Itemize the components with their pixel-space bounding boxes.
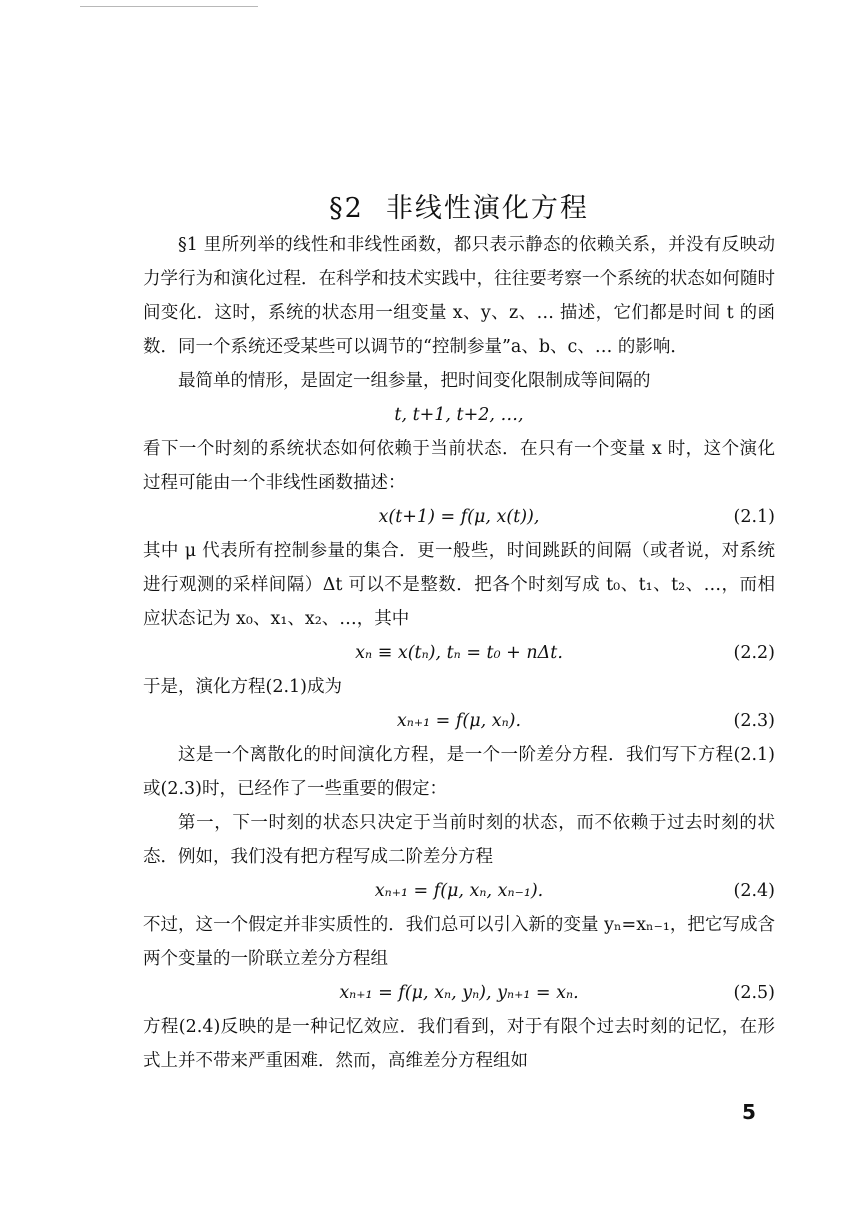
time-sequence xyxy=(143,398,775,432)
section-mark: §2 xyxy=(329,193,364,225)
section-title xyxy=(143,186,775,225)
top-rule xyxy=(80,6,258,7)
equation-expression: t, t+1, t+2, …, xyxy=(394,405,524,425)
equation-2-5 xyxy=(143,976,775,1010)
equation-number: (2.2) xyxy=(733,643,775,663)
equation-expression: xₙ₊₁ = f(μ, xₙ, yₙ), yₙ₊₁ = xₙ. xyxy=(339,983,579,1003)
paragraph: 其中 μ 代表所有控制参量的集合．更一般些，时间跳跃的间隔（或者说，对系统进行观测的采样间隔）Δt 可以不是整数．把各个时刻写成 t₀、t₁、t₂、…，而相应状态记为 x₀、x₁、x₂、…，其中 xyxy=(143,541,775,629)
paragraph: 看下一个时刻的系统状态如何依赖于当前状态．在只有一个变量 x 时，这个演化过程可能由一个非线性函数描述： xyxy=(143,439,775,493)
paragraph: 第一，下一时刻的状态只决定于当前时刻的状态，而不依赖于过去时刻的状态．例如，我们没有把方程写成二阶差分方程 xyxy=(143,813,775,867)
page-number: 5 xyxy=(742,1100,756,1124)
paragraph: 于是，演化方程(2.1)成为 xyxy=(143,677,342,697)
paragraph: 最简单的情形，是固定一组参量，把时间变化限制成等间隔的 xyxy=(178,371,651,391)
equation-expression: x(t+1) = f(μ, x(t)), xyxy=(378,507,540,527)
equation-2-4 xyxy=(143,874,775,908)
equation-2-3 xyxy=(143,704,775,738)
equation-expression: xₙ₊₁ = f(μ, xₙ, xₙ₋₁). xyxy=(374,881,544,901)
equation-expression: xₙ ≡ x(tₙ), tₙ = t₀ + nΔt. xyxy=(355,643,563,663)
equation-2-2 xyxy=(143,636,775,670)
equation-number: (2.3) xyxy=(733,711,775,731)
body-text xyxy=(143,228,775,1078)
paragraph: 方程(2.4)反映的是一种记忆效应．我们看到，对于有限个过去时刻的记忆，在形式上并不带来严重困难．然而，高维差分方程组如 xyxy=(143,1017,775,1071)
paragraph: 这是一个离散化的时间演化方程，是一个一阶差分方程．我们写下方程(2.1)或(2.3)时，已经作了一些重要的假定： xyxy=(143,745,775,799)
equation-number: (2.5) xyxy=(733,983,775,1003)
paragraph: 不过，这一个假定并非实质性的．我们总可以引入新的变量 yₙ=xₙ₋₁，把它写成含两个变量的一阶联立差分方程组 xyxy=(143,915,775,969)
equation-expression: xₙ₊₁ = f(μ, xₙ). xyxy=(396,711,522,731)
section-title-text: 非线性演化方程 xyxy=(385,193,589,225)
paragraph: §1 里所列举的线性和非线性函数，都只表示静态的依赖关系，并没有反映动力学行为和演化过程．在科学和技术实践中，往往要考察一个系统的状态如何随时间变化．这时，系统的状态用一组变量 x、y、z、… 描述，它们都是时间 t 的函数．同一个系统还受某些可以调节的“控制参量”a、b、c、… 的影响． xyxy=(143,235,775,357)
equation-number: (2.1) xyxy=(733,507,775,527)
equation-number: (2.4) xyxy=(733,881,775,901)
equation-2-1 xyxy=(143,500,775,534)
